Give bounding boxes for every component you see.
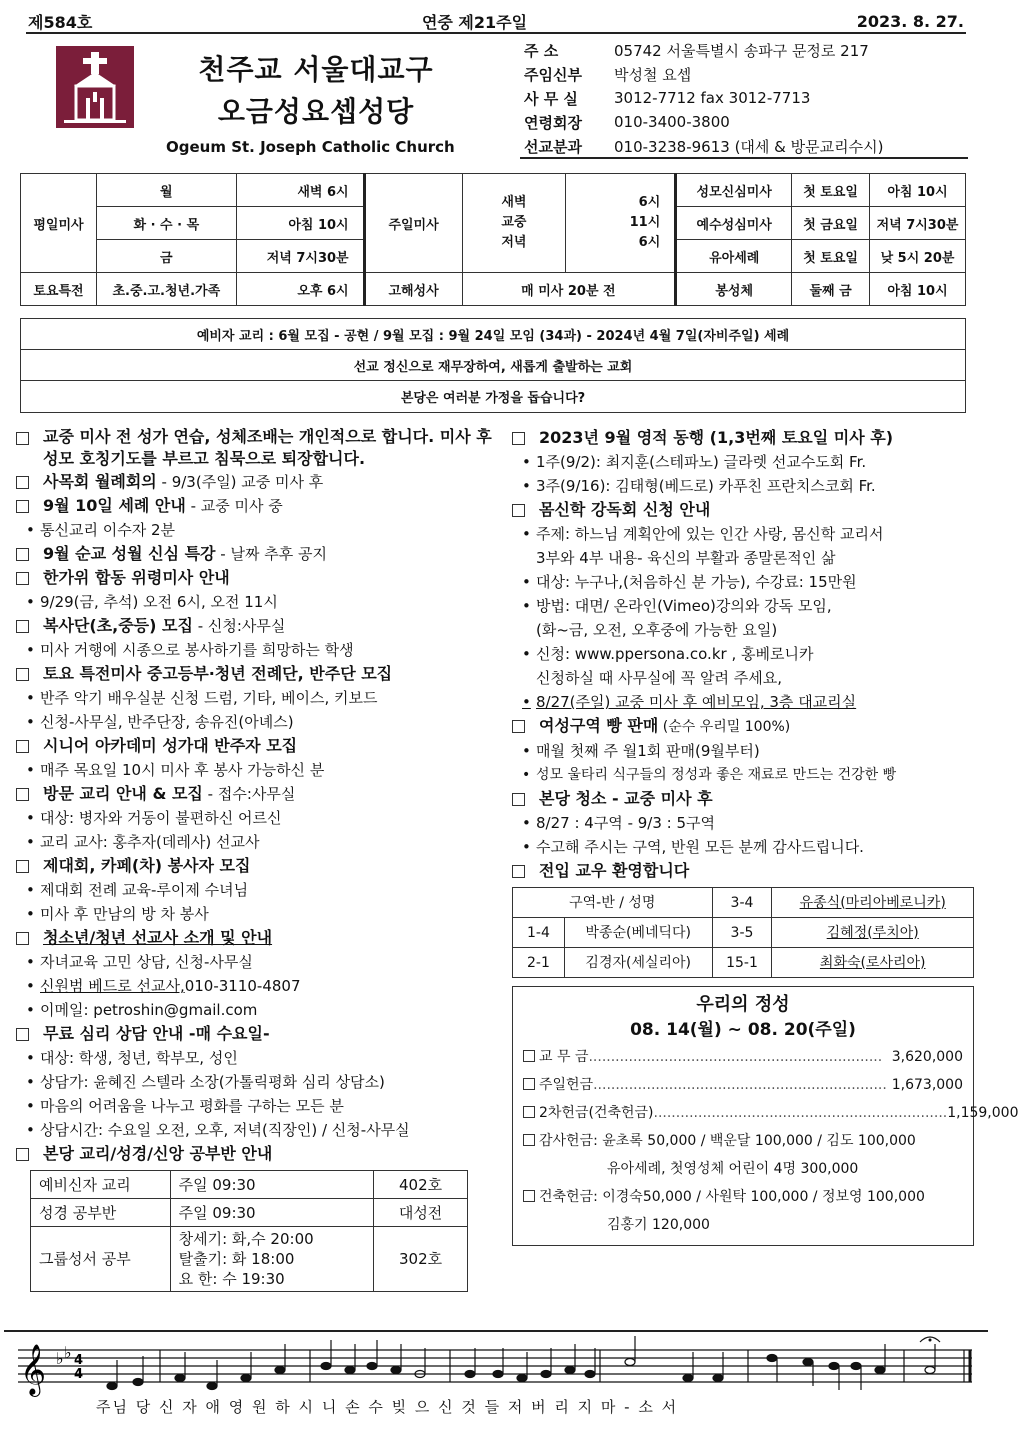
study-group-time: 창세기: 화,수 20:00 xyxy=(178,1230,314,1248)
checkbox-icon xyxy=(16,572,29,585)
offering-line xyxy=(523,1183,963,1211)
church-info xyxy=(524,38,970,158)
checkbox-icon xyxy=(512,504,525,517)
info-key: 사 무 실 xyxy=(524,89,578,108)
offering-line xyxy=(523,1071,963,1099)
thanks-offering-continued: 유아세례, 첫영성체 어린이 4명 300,000 xyxy=(607,1161,859,1177)
section-heading xyxy=(16,542,494,566)
heading-text: 방문 교리 안내 & 모집 xyxy=(43,784,203,803)
offering-amount: 1,159,000 xyxy=(947,1105,1018,1121)
checkbox-icon xyxy=(16,548,29,561)
offering-label: 주일헌금 xyxy=(539,1077,594,1093)
notice-line: 선교 정신으로 재무장하여, 새롭게 출발하는 교회 xyxy=(21,350,965,381)
checkbox-icon xyxy=(512,865,525,878)
checkbox-icon xyxy=(16,740,29,753)
study-room: 302호 xyxy=(374,1227,468,1292)
confession-label: 고해성사 xyxy=(364,273,462,306)
checkbox-icon xyxy=(16,860,29,873)
sunday-mass-label: 주일미사 xyxy=(364,174,462,273)
heading-text: 한가위 합동 위령미사 안내 xyxy=(43,568,230,587)
table-row xyxy=(31,1171,468,1199)
newcomer-header: 구역-반 / 성명 xyxy=(513,888,713,918)
bullet-item xyxy=(16,974,494,998)
heading-text: 무료 심리 상담 안내 -매 수요일- xyxy=(43,1024,270,1043)
heading-text: 복사단(초,중등) 모집 xyxy=(43,616,193,635)
bullet-item: • 미사 후 만남의 방 차 봉사 xyxy=(16,902,494,926)
thanks-offering: 감사헌금: 윤초록 50,000 / 백운달 100,000 / 김도 100,000 xyxy=(539,1133,916,1149)
newcomer-name: 김혜정(루치아) xyxy=(772,918,974,948)
newcomer-area: 3-4 xyxy=(712,888,772,918)
sunday-mass-times xyxy=(566,174,676,273)
section-heading xyxy=(16,470,494,494)
heading-text: 9월 순교 성월 신심 특강 xyxy=(43,544,216,563)
bullet-item: • 8/27(주일) 교중 미사 후 예비모임, 3층 대교리실 xyxy=(512,690,974,714)
sunday-mass-time: 11시 xyxy=(629,215,661,230)
section-heading xyxy=(512,859,974,883)
checkbox-icon xyxy=(523,1134,535,1146)
notice-line: 본당은 여러분 가정을 돕습니다? xyxy=(400,391,586,406)
saturday-mass-label: 토요특전 xyxy=(21,273,97,306)
checkbox-icon xyxy=(16,1148,29,1161)
newcomer-table xyxy=(512,887,974,978)
info-divider xyxy=(520,157,968,159)
info-key: 선교분과 xyxy=(524,137,582,156)
info-row xyxy=(524,110,970,134)
section-heading xyxy=(16,494,494,518)
newcomer-name: 유종식(마리아베로니카) xyxy=(772,888,974,918)
study-name: 예비신자 교리 xyxy=(31,1171,171,1199)
section-heading xyxy=(16,1022,494,1046)
saturday-mass-group: 초.중.고.청년.가족 xyxy=(96,273,236,306)
heading-text: 시니어 아카데미 성가대 반주자 모집 xyxy=(43,736,298,755)
right-column xyxy=(512,426,1018,1246)
checkbox-icon xyxy=(512,720,525,733)
heading-text: 사목회 월례회의 xyxy=(43,472,157,491)
notice-line: 예비자 교리 : 6월 모집 - 공현 / 9월 모집 : 9월 24일 모임 (34과) - 2024년 4월 7일(자비주일) 세례 xyxy=(21,319,965,350)
bullet-item: • 매월 첫째 주 월1회 판매(9월부터) xyxy=(512,739,974,763)
bullet-continuation: (화~금, 오전, 오후중에 가능한 요일) xyxy=(536,621,778,639)
heading-text: 여성구역 빵 판매 xyxy=(539,716,659,735)
table-row xyxy=(513,918,974,948)
section-heading xyxy=(16,662,494,686)
newcomer-area: 1-4 xyxy=(513,918,565,948)
bullet-item: • 마음의 어려움을 나누고 평화를 구하는 모든 분 xyxy=(16,1094,494,1118)
weekday-mass-label: 평일미사 xyxy=(21,174,97,273)
dot-leader: .................................................................. xyxy=(653,1105,948,1121)
sunday-mass-names xyxy=(462,174,566,273)
checkbox-icon xyxy=(16,932,29,945)
church-name-en: Ogeum St. Joseph Catholic Church xyxy=(166,138,455,156)
sunday-mass-time: 6시 xyxy=(638,195,661,210)
special-mass-name: 유아세례 xyxy=(676,240,792,273)
church-name xyxy=(166,48,466,156)
section-heading xyxy=(16,566,494,590)
newcomer-name: 최화숙(로사리아) xyxy=(772,948,974,978)
heading-detail: (순수 우리밀 100%) xyxy=(658,719,791,735)
heading-text: 전입 교우 환영합니다 xyxy=(539,861,690,880)
svg-text:𝄞: 𝄞 xyxy=(20,1344,47,1395)
sick-communion-day: 둘째 금 xyxy=(792,273,870,306)
study-class-table xyxy=(30,1170,468,1292)
info-row xyxy=(524,86,970,110)
special-mass-name: 예수성심미사 xyxy=(676,207,792,240)
heading-text: 본당 교리/성경/신앙 공부반 안내 xyxy=(43,1144,273,1163)
sunday-mass-name: 저녁 xyxy=(501,235,527,250)
checkbox-icon xyxy=(523,1106,535,1118)
building-offering: 건축헌금: 이경숙50,000 / 사원탁 100,000 / 정보영 100,000 xyxy=(539,1189,925,1205)
table-row xyxy=(31,1199,468,1227)
church-name-line1: 천주교 서울대교구 xyxy=(198,53,434,86)
heading-text: 9월 10일 세례 안내 xyxy=(43,496,186,515)
svg-text:4: 4 xyxy=(74,1353,84,1368)
dot-leader: .................................................................. xyxy=(588,1049,883,1065)
newcomer-area: 15-1 xyxy=(712,948,772,978)
special-mass-time: 아침 10시 xyxy=(870,174,966,207)
heading-text: 2023년 9월 영적 동행 (1,3번째 토요일 미사 후) xyxy=(539,428,894,447)
issue-date: 2023. 8. 27. xyxy=(856,11,964,31)
info-row xyxy=(524,134,970,158)
study-group-time: 요 한: 수 19:30 xyxy=(178,1270,285,1288)
heading-text: 제대회, 카페(차) 봉사자 모집 xyxy=(43,856,251,875)
section-heading xyxy=(512,787,974,811)
heading-text: 본당 청소 - 교중 미사 후 xyxy=(539,789,713,808)
left-column xyxy=(16,426,494,1292)
heading-text: 몸신학 강독회 신청 안내 xyxy=(539,500,711,519)
missionary-name: • 신원범 베드로 선교사, xyxy=(40,977,185,995)
table-row xyxy=(31,1227,468,1292)
bullet-item: • 방법: 대면/ 온라인(Vimeo)강의와 강독 모임, xyxy=(512,594,974,618)
study-name: 성경 공부반 xyxy=(31,1199,171,1227)
saturday-mass-time: 오후 6시 xyxy=(236,273,364,306)
bullet-item: • 제대회 전례 교육-루이제 수녀님 xyxy=(16,878,494,902)
table-row xyxy=(513,948,974,978)
section-heading xyxy=(512,426,974,450)
weekday-time: 새벽 6시 xyxy=(236,174,364,207)
checkbox-icon xyxy=(16,476,29,489)
study-room: 대성전 xyxy=(374,1199,468,1227)
checkbox-icon xyxy=(512,793,525,806)
weekday-day: 월 xyxy=(96,174,236,207)
offering-title: 우리의 정성 xyxy=(696,994,790,1015)
sick-communion-time: 아침 10시 xyxy=(870,273,966,306)
heading-detail: - 교중 미사 중 xyxy=(185,497,283,515)
checkbox-icon xyxy=(512,432,525,445)
church-logo xyxy=(56,46,134,128)
bullet-item: • 대상: 누구나,(처음하신 분 가능), 수강료: 15만원 xyxy=(512,570,974,594)
weekday-day: 화 · 수 · 목 xyxy=(96,207,236,240)
info-row xyxy=(524,62,970,86)
checkbox-icon xyxy=(523,1078,535,1090)
offering-line xyxy=(523,1127,963,1155)
sunday-mass-name: 교중 xyxy=(501,215,527,230)
bullet-item: • 이메일: petroshin@gmail.com xyxy=(16,998,494,1022)
offering-box xyxy=(512,986,1018,1246)
sunday-mass-name: 새벽 xyxy=(501,195,527,210)
info-key: 연령회장 xyxy=(524,113,582,132)
bullet-item: • 반주 악기 배우실분 신청 드럼, 기타, 베이스, 키보드 xyxy=(16,686,494,710)
section-heading xyxy=(512,714,974,739)
section-heading xyxy=(16,426,494,470)
confession-time: 매 미사 20분 전 xyxy=(462,273,676,306)
special-mass-time: 낮 5시 20분 xyxy=(870,240,966,273)
liturgical-season: 연중 제21주일 xyxy=(421,12,528,32)
music-staff xyxy=(0,1332,992,1440)
bullet-item: • 미사 거행에 시종으로 봉사하기를 희망하는 학생 xyxy=(16,638,494,662)
bullet-item: • 대상: 학생, 청년, 학부모, 성인 xyxy=(16,1046,494,1070)
section-heading xyxy=(16,854,494,878)
weekday-time: 저녁 7시30분 xyxy=(236,240,364,273)
bullet-item: • 대상: 병자와 거동이 불편하신 어르신 xyxy=(16,806,494,830)
table-row xyxy=(21,273,966,306)
offering-line xyxy=(523,1099,1018,1127)
svg-text:♭: ♭ xyxy=(64,1343,72,1362)
special-mass-day: 첫 토요일 xyxy=(792,174,870,207)
special-mass-time: 저녁 7시30분 xyxy=(870,207,966,240)
table-row xyxy=(21,174,966,207)
checkbox-icon xyxy=(16,500,29,513)
checkbox-icon xyxy=(16,1028,29,1041)
info-value: 박성철 요셉 xyxy=(614,65,692,84)
bullet-item: • 상담가: 윤혜진 스텔라 소장(가톨릭평화 심리 상담소) xyxy=(16,1070,494,1094)
heading-detail: - 9/3(주일) 교중 미사 후 xyxy=(156,473,324,491)
bullet-item: • 수고해 주시는 구역, 반원 모든 분께 감사드립니다. xyxy=(512,835,974,859)
bullet-item: • 신청: www.ppersona.co.kr , 홍베로니카 xyxy=(512,642,974,666)
heading-detail: - 접수:사무실 xyxy=(202,785,296,803)
sunday-mass-time: 6시 xyxy=(638,235,661,250)
study-group-time: 탈출기: 화 18:00 xyxy=(178,1250,295,1268)
section-heading xyxy=(16,734,494,758)
notice-banner xyxy=(20,318,966,413)
info-value: 3012-7712 fax 3012-7713 xyxy=(614,89,811,107)
section-heading xyxy=(16,782,494,806)
missionary-phone: 010-3110-4807 xyxy=(184,977,301,995)
table-row xyxy=(513,888,974,918)
heading-text: 청소년/청년 선교사 소개 및 안내 xyxy=(43,928,273,947)
song-lyrics: 주님 당 신 자 애 영 원 하 시 니 손 수 빚 으 신 것 들 저 버 리 지 마 - 소 서 xyxy=(96,1398,679,1416)
svg-text:♭: ♭ xyxy=(56,1349,64,1368)
info-value: 05742 서울특별시 송파구 문정로 217 xyxy=(614,41,869,60)
weekday-time: 아침 10시 xyxy=(236,207,364,240)
bullet-item: • 1주(9/2): 최지훈(스테파노) 글라렛 선교수도회 Fr. xyxy=(512,450,974,474)
newcomer-name: 박종순(베네딕다) xyxy=(564,918,712,948)
bullet-item: • 상담시간: 수요일 오전, 오후, 저녁(직장인) / 신청-사무실 xyxy=(16,1118,494,1142)
checkbox-icon xyxy=(16,788,29,801)
bullet-item: • 3주(9/16): 김태형(베드로) 카푸친 프란치스코회 Fr. xyxy=(512,474,974,498)
offering-line xyxy=(523,1043,963,1071)
special-mass-day: 첫 토요일 xyxy=(792,240,870,273)
bullet-item: • 성모 울타리 식구들의 정성과 좋은 재료로 만드는 건강한 빵 xyxy=(512,763,974,787)
section-heading xyxy=(16,926,494,950)
offering-week: 08. 14(월) ~ 08. 20(주일) xyxy=(630,1020,856,1040)
offering-label: 교 무 금 xyxy=(539,1049,589,1065)
offering-amount: 1,673,000 xyxy=(891,1077,963,1093)
bullet-continuation: 신청하실 때 사무실에 꼭 알려 주세요, xyxy=(536,669,782,687)
checkbox-icon xyxy=(523,1050,535,1062)
newcomer-area: 3-5 xyxy=(712,918,772,948)
newcomer-area: 2-1 xyxy=(513,948,565,978)
bullet-item: • 매주 목요일 10시 미사 후 봉사 가능하신 분 xyxy=(16,758,494,782)
svg-text:4: 4 xyxy=(74,1367,84,1382)
bullet-item: • 주제: 하느님 계획안에 있는 인간 사랑, 몸신학 교리서 xyxy=(512,522,974,546)
bullet-item: • 교리 교사: 홍추자(데레사) 선교사 xyxy=(16,830,494,854)
special-mass-name: 성모신심미사 xyxy=(676,174,792,207)
study-time: 주일 09:30 xyxy=(170,1171,374,1199)
info-key: 주 소 xyxy=(524,41,559,60)
top-divider xyxy=(26,32,966,34)
info-key: 주임신부 xyxy=(524,65,582,84)
top-line xyxy=(28,10,964,32)
heading-detail: - 날짜 추후 공지 xyxy=(215,545,327,563)
bullet-item: • 통신교리 이수자 2분 xyxy=(16,518,494,542)
newcomer-name: 김경자(세실리아) xyxy=(564,948,712,978)
study-time: 주일 09:30 xyxy=(170,1199,374,1227)
church-name-line2: 오금성요셉성당 xyxy=(217,95,415,128)
checkbox-icon xyxy=(16,668,29,681)
bullet-item: • 신청-사무실, 반주단장, 송유진(아녜스) xyxy=(16,710,494,734)
info-value: 010-3238-9613 (대세 & 방문교리수시) xyxy=(614,137,884,156)
building-offering-continued: 김홍기 120,000 xyxy=(607,1217,710,1233)
checkbox-icon xyxy=(16,620,29,633)
offering-label: 2차헌금(건축헌금) xyxy=(539,1105,654,1121)
checkbox-icon xyxy=(523,1190,535,1202)
special-mass-day: 첫 금요일 xyxy=(792,207,870,240)
heading-detail: - 신청:사무실 xyxy=(192,617,286,635)
section-heading xyxy=(16,614,494,638)
sick-communion-label: 봉성체 xyxy=(676,273,792,306)
info-value: 010-3400-3800 xyxy=(614,113,730,131)
weekday-day: 금 xyxy=(96,240,236,273)
bullet-item: • 자녀교육 고민 상담, 신청-사무실 xyxy=(16,950,494,974)
section-heading xyxy=(512,498,974,522)
offering-amount: 3,620,000 xyxy=(891,1049,963,1065)
study-time xyxy=(170,1227,374,1292)
issue-number: 제584호 xyxy=(28,12,93,32)
study-room: 402호 xyxy=(374,1171,468,1199)
bullet-item: • 8/27 : 4구역 - 9/3 : 5구역 xyxy=(512,811,974,835)
section-heading xyxy=(16,1142,494,1166)
bullet-item: • 9/29(금, 추석) 오전 6시, 오전 11시 xyxy=(16,590,494,614)
heading-text: 토요 특전미사 중고등부·청년 전례단, 반주단 모집 xyxy=(43,664,393,683)
mass-schedule-table xyxy=(20,173,966,306)
bullet-continuation: 3부와 4부 내용- 육신의 부활과 종말론적인 삶 xyxy=(536,549,836,567)
study-name: 그룹성서 공부 xyxy=(31,1227,171,1292)
info-row xyxy=(524,38,970,62)
checkbox-icon xyxy=(16,432,29,445)
dot-leader: .................................................................. xyxy=(593,1077,887,1093)
heading-text: 교중 미사 전 성가 연습, 성체조배는 개인적으로 합니다. 미사 후 성모 호칭기도를 부르고 침묵으로 퇴장합니다. xyxy=(43,427,492,468)
